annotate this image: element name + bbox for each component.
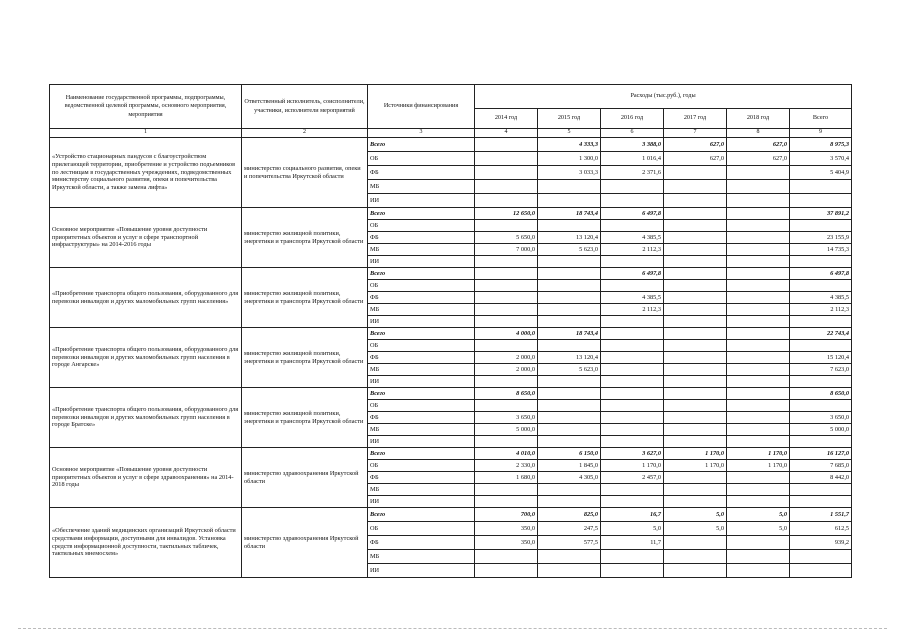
column-number: 2 xyxy=(242,129,368,138)
year-value-cell xyxy=(538,220,601,232)
year-value-cell xyxy=(664,280,727,292)
year-value-cell xyxy=(664,536,727,550)
year-value-cell xyxy=(475,436,538,448)
scan-edge-line xyxy=(18,628,887,629)
header-year: 2014 год xyxy=(475,109,538,129)
year-value-cell xyxy=(601,364,664,376)
funding-source-cell: ОБ xyxy=(368,340,475,352)
year-value-cell xyxy=(727,316,790,328)
year-value-cell xyxy=(664,340,727,352)
total-value-cell xyxy=(790,220,852,232)
year-value-cell xyxy=(601,496,664,508)
year-value-cell xyxy=(664,232,727,244)
funding-source-cell: ИИ xyxy=(368,564,475,578)
year-value-cell xyxy=(664,244,727,256)
year-value-cell xyxy=(727,208,790,220)
funding-source-cell: МБ xyxy=(368,550,475,564)
year-value-cell: 4 000,0 xyxy=(475,328,538,340)
funding-source-cell: ОБ xyxy=(368,522,475,536)
year-value-cell: 2 371,6 xyxy=(601,166,664,180)
header-funding-source: Источники финансирования xyxy=(368,85,475,129)
year-value-cell xyxy=(601,316,664,328)
year-value-cell xyxy=(601,256,664,268)
budget-table xyxy=(49,84,852,578)
total-value-cell: 8 975,3 xyxy=(790,138,852,152)
year-value-cell xyxy=(664,564,727,578)
year-value-cell xyxy=(727,400,790,412)
year-value-cell: 1 170,0 xyxy=(727,448,790,460)
year-value-cell xyxy=(475,496,538,508)
year-value-cell xyxy=(664,208,727,220)
year-value-cell xyxy=(664,496,727,508)
funding-source-cell: ФБ xyxy=(368,352,475,364)
year-value-cell: 2 000,0 xyxy=(475,364,538,376)
year-value-cell xyxy=(727,352,790,364)
table-row xyxy=(50,508,852,522)
total-value-cell: 2 112,3 xyxy=(790,304,852,316)
year-value-cell xyxy=(727,536,790,550)
year-value-cell xyxy=(475,292,538,304)
responsible-cell: министерство жилищной политики, энергетики и транспорта Иркутской области xyxy=(242,328,368,388)
column-number: 4 xyxy=(475,129,538,138)
year-value-cell xyxy=(538,292,601,304)
year-value-cell: 2 457,0 xyxy=(601,472,664,484)
year-value-cell xyxy=(664,328,727,340)
total-value-cell: 23 155,9 xyxy=(790,232,852,244)
year-value-cell: 1 300,0 xyxy=(538,152,601,166)
year-value-cell: 4 305,0 xyxy=(538,472,601,484)
funding-source-cell: ФБ xyxy=(368,472,475,484)
year-value-cell xyxy=(727,232,790,244)
year-value-cell xyxy=(664,412,727,424)
total-value-cell: 22 743,4 xyxy=(790,328,852,340)
year-value-cell xyxy=(538,340,601,352)
year-value-cell: 5 650,0 xyxy=(475,232,538,244)
year-value-cell xyxy=(727,340,790,352)
total-value-cell: 37 891,2 xyxy=(790,208,852,220)
year-value-cell xyxy=(664,166,727,180)
year-value-cell xyxy=(475,138,538,152)
year-value-cell xyxy=(727,472,790,484)
funding-source-cell: МБ xyxy=(368,244,475,256)
year-value-cell: 5,0 xyxy=(727,522,790,536)
year-value-cell: 4 010,0 xyxy=(475,448,538,460)
year-value-cell xyxy=(664,292,727,304)
year-value-cell xyxy=(727,180,790,194)
year-value-cell xyxy=(475,376,538,388)
year-value-cell: 5,0 xyxy=(601,522,664,536)
year-value-cell xyxy=(727,436,790,448)
funding-source-cell: Всего xyxy=(368,208,475,220)
year-value-cell: 4 333,3 xyxy=(538,138,601,152)
year-value-cell xyxy=(664,436,727,448)
year-value-cell: 2 330,0 xyxy=(475,460,538,472)
year-value-cell: 3 388,0 xyxy=(601,138,664,152)
responsible-cell: министерство социального развития, опеки и попечительства Иркутской области xyxy=(242,138,368,208)
total-value-cell: 16 127,0 xyxy=(790,448,852,460)
total-value-cell: 15 120,4 xyxy=(790,352,852,364)
total-value-cell: 7 623,0 xyxy=(790,364,852,376)
year-value-cell: 577,5 xyxy=(538,536,601,550)
program-name-cell: «Обеспечение зданий медицинских организаций Иркутской области средствами информации, доступными для инвалидов. Установка средств информационной доступности, тактильных табличек, тактильных мнемосхем» xyxy=(50,508,242,578)
funding-source-cell: МБ xyxy=(368,180,475,194)
column-number: 3 xyxy=(368,129,475,138)
year-value-cell: 11,7 xyxy=(601,536,664,550)
funding-source-cell: ИИ xyxy=(368,316,475,328)
year-value-cell xyxy=(601,376,664,388)
year-value-cell xyxy=(475,268,538,280)
column-number: 1 xyxy=(50,129,242,138)
column-number: 5 xyxy=(538,129,601,138)
year-value-cell xyxy=(538,400,601,412)
total-value-cell: 3 650,0 xyxy=(790,412,852,424)
year-value-cell xyxy=(475,484,538,496)
year-value-cell xyxy=(475,340,538,352)
funding-source-cell: МБ xyxy=(368,304,475,316)
year-value-cell: 7 000,0 xyxy=(475,244,538,256)
year-value-cell: 5,0 xyxy=(664,522,727,536)
year-value-cell xyxy=(538,550,601,564)
year-value-cell xyxy=(538,484,601,496)
year-value-cell xyxy=(538,256,601,268)
total-value-cell: 1 551,7 xyxy=(790,508,852,522)
year-value-cell xyxy=(664,304,727,316)
year-value-cell: 16,7 xyxy=(601,508,664,522)
year-value-cell xyxy=(664,484,727,496)
funding-source-cell: Всего xyxy=(368,138,475,152)
total-value-cell: 3 570,4 xyxy=(790,152,852,166)
header-total: Всего xyxy=(790,109,852,129)
total-value-cell: 5 000,0 xyxy=(790,424,852,436)
year-value-cell xyxy=(727,564,790,578)
year-value-cell: 4 385,5 xyxy=(601,292,664,304)
table-row xyxy=(50,268,852,280)
year-value-cell xyxy=(538,436,601,448)
year-value-cell xyxy=(538,304,601,316)
total-value-cell xyxy=(790,340,852,352)
year-value-cell: 1 845,0 xyxy=(538,460,601,472)
year-value-cell: 6 150,0 xyxy=(538,448,601,460)
funding-source-cell: ОБ xyxy=(368,280,475,292)
year-value-cell: 627,0 xyxy=(664,138,727,152)
year-value-cell xyxy=(727,292,790,304)
funding-source-cell: ОБ xyxy=(368,460,475,472)
year-value-cell: 1 170,0 xyxy=(664,460,727,472)
year-value-cell xyxy=(601,564,664,578)
funding-source-cell: МБ xyxy=(368,424,475,436)
year-value-cell xyxy=(475,304,538,316)
total-value-cell: 14 735,3 xyxy=(790,244,852,256)
year-value-cell: 2 112,3 xyxy=(601,244,664,256)
funding-source-cell: ИИ xyxy=(368,376,475,388)
year-value-cell xyxy=(475,180,538,194)
year-value-cell xyxy=(727,376,790,388)
year-value-cell: 5 000,0 xyxy=(475,424,538,436)
year-value-cell xyxy=(601,436,664,448)
year-value-cell xyxy=(727,496,790,508)
year-value-cell: 350,0 xyxy=(475,522,538,536)
program-name-cell: «Приобретение транспорта общего пользования, оборудованного для перевозки инвалидов и других маломобильных групп населения» xyxy=(50,268,242,328)
total-value-cell: 5 404,9 xyxy=(790,166,852,180)
responsible-cell: министерство здравоохранения Иркутской области xyxy=(242,508,368,578)
year-value-cell xyxy=(475,152,538,166)
year-value-cell xyxy=(664,256,727,268)
year-value-cell xyxy=(601,352,664,364)
funding-source-cell: ИИ xyxy=(368,194,475,208)
year-value-cell xyxy=(475,550,538,564)
table-row xyxy=(50,328,852,340)
header-expenses: Расходы (тыс.руб.), годы xyxy=(475,85,852,109)
year-value-cell: 13 120,4 xyxy=(538,352,601,364)
year-value-cell xyxy=(727,194,790,208)
year-value-cell: 1 170,0 xyxy=(601,460,664,472)
responsible-cell: министерство жилищной политики, энергетики и транспорта Иркутской области xyxy=(242,208,368,268)
year-value-cell xyxy=(664,220,727,232)
program-name-cell: «Устройство стационарных пандусов с благоустройством прилегающей территории, приобретение и устройство подъемников по лестницам в государственных учреждениях, подведомственных министерству социального развития, опеки и попечительства Иркутской области, а также замена лифта» xyxy=(50,138,242,208)
header-program-name: Наименование государственной программы, подпрограммы, ведомственной целевой программы, основного мероприятия, мероприятия xyxy=(50,85,242,129)
year-value-cell xyxy=(664,400,727,412)
year-value-cell xyxy=(538,180,601,194)
header-year: 2018 год xyxy=(727,109,790,129)
column-number: 7 xyxy=(664,129,727,138)
year-value-cell xyxy=(475,256,538,268)
header-year: 2015 год xyxy=(538,109,601,129)
year-value-cell: 5,0 xyxy=(727,508,790,522)
year-value-cell xyxy=(601,194,664,208)
year-value-cell xyxy=(601,280,664,292)
total-value-cell xyxy=(790,316,852,328)
year-value-cell xyxy=(664,194,727,208)
funding-source-cell: ИИ xyxy=(368,256,475,268)
table-row xyxy=(50,208,852,220)
year-value-cell: 18 743,4 xyxy=(538,208,601,220)
year-value-cell xyxy=(664,364,727,376)
year-value-cell xyxy=(664,388,727,400)
funding-source-cell: ИИ xyxy=(368,436,475,448)
year-value-cell xyxy=(727,364,790,376)
year-value-cell xyxy=(475,400,538,412)
year-value-cell xyxy=(475,166,538,180)
year-value-cell: 13 120,4 xyxy=(538,232,601,244)
year-value-cell xyxy=(727,244,790,256)
year-value-cell: 627,0 xyxy=(727,152,790,166)
funding-source-cell: МБ xyxy=(368,484,475,496)
year-value-cell xyxy=(727,484,790,496)
year-value-cell: 4 385,5 xyxy=(601,232,664,244)
responsible-cell: министерство здравоохранения Иркутской области xyxy=(242,448,368,508)
year-value-cell: 825,0 xyxy=(538,508,601,522)
year-value-cell xyxy=(538,412,601,424)
funding-source-cell: Всего xyxy=(368,388,475,400)
year-value-cell: 3 033,3 xyxy=(538,166,601,180)
year-value-cell xyxy=(538,268,601,280)
year-value-cell xyxy=(727,220,790,232)
year-value-cell: 18 743,4 xyxy=(538,328,601,340)
program-name-cell: «Приобретение транспорта общего пользования, оборудованного для перевозки инвалидов и других маломобильных групп населения в городе Ангарске» xyxy=(50,328,242,388)
year-value-cell: 1 170,0 xyxy=(664,448,727,460)
year-value-cell xyxy=(664,550,727,564)
year-value-cell: 1 016,4 xyxy=(601,152,664,166)
year-value-cell xyxy=(727,166,790,180)
funding-source-cell: Всего xyxy=(368,448,475,460)
year-value-cell: 8 650,0 xyxy=(475,388,538,400)
year-value-cell xyxy=(475,316,538,328)
total-value-cell xyxy=(790,484,852,496)
year-value-cell: 3 627,0 xyxy=(601,448,664,460)
total-value-cell xyxy=(790,496,852,508)
total-value-cell xyxy=(790,400,852,412)
year-value-cell: 1 680,0 xyxy=(475,472,538,484)
header-year: 2016 год xyxy=(601,109,664,129)
year-value-cell xyxy=(601,180,664,194)
total-value-cell xyxy=(790,376,852,388)
total-value-cell: 8 442,0 xyxy=(790,472,852,484)
year-value-cell xyxy=(475,280,538,292)
total-value-cell: 8 650,0 xyxy=(790,388,852,400)
year-value-cell xyxy=(727,388,790,400)
year-value-cell: 5,0 xyxy=(664,508,727,522)
responsible-cell: министерство жилищной политики, энергетики и транспорта Иркутской области xyxy=(242,268,368,328)
funding-source-cell: ФБ xyxy=(368,292,475,304)
funding-source-cell: Всего xyxy=(368,508,475,522)
table-row xyxy=(50,138,852,152)
funding-source-cell: ФБ xyxy=(368,536,475,550)
year-value-cell xyxy=(727,256,790,268)
year-value-cell xyxy=(601,220,664,232)
year-value-cell xyxy=(538,564,601,578)
table-row xyxy=(50,448,852,460)
year-value-cell xyxy=(727,328,790,340)
funding-source-cell: ФБ xyxy=(368,232,475,244)
year-value-cell xyxy=(727,424,790,436)
total-value-cell xyxy=(790,180,852,194)
year-value-cell: 2 112,3 xyxy=(601,304,664,316)
program-name-cell: «Приобретение транспорта общего пользования, оборудованного для перевозки инвалидов и других маломобильных групп населения в городе Братске» xyxy=(50,388,242,448)
year-value-cell: 12 650,0 xyxy=(475,208,538,220)
total-value-cell: 4 385,5 xyxy=(790,292,852,304)
total-value-cell xyxy=(790,280,852,292)
year-value-cell xyxy=(538,194,601,208)
year-value-cell xyxy=(601,412,664,424)
year-value-cell: 2 000,0 xyxy=(475,352,538,364)
total-value-cell: 6 497,8 xyxy=(790,268,852,280)
total-value-cell xyxy=(790,550,852,564)
header-year: 2017 год xyxy=(664,109,727,129)
total-value-cell: 612,5 xyxy=(790,522,852,536)
funding-source-cell: ОБ xyxy=(368,400,475,412)
total-value-cell: 939,2 xyxy=(790,536,852,550)
year-value-cell xyxy=(664,376,727,388)
total-value-cell xyxy=(790,436,852,448)
year-value-cell xyxy=(538,280,601,292)
funding-source-cell: ОБ xyxy=(368,220,475,232)
year-value-cell xyxy=(727,280,790,292)
year-value-cell xyxy=(475,564,538,578)
column-number: 8 xyxy=(727,129,790,138)
year-value-cell xyxy=(727,550,790,564)
year-value-cell: 3 650,0 xyxy=(475,412,538,424)
table-row xyxy=(50,388,852,400)
year-value-cell: 6 497,8 xyxy=(601,268,664,280)
year-value-cell: 350,0 xyxy=(475,536,538,550)
year-value-cell: 247,5 xyxy=(538,522,601,536)
year-value-cell: 6 497,8 xyxy=(601,208,664,220)
year-value-cell: 627,0 xyxy=(664,152,727,166)
funding-source-cell: Всего xyxy=(368,328,475,340)
year-value-cell xyxy=(601,340,664,352)
year-value-cell: 1 170,0 xyxy=(727,460,790,472)
year-value-cell xyxy=(538,388,601,400)
year-value-cell: 5 623,0 xyxy=(538,244,601,256)
column-number: 9 xyxy=(790,129,852,138)
year-value-cell xyxy=(664,424,727,436)
table-body xyxy=(50,138,852,578)
year-value-cell: 700,0 xyxy=(475,508,538,522)
column-number: 6 xyxy=(601,129,664,138)
table-header xyxy=(50,85,852,138)
total-value-cell xyxy=(790,256,852,268)
year-value-cell xyxy=(727,304,790,316)
year-value-cell xyxy=(538,496,601,508)
total-value-cell xyxy=(790,194,852,208)
responsible-cell: министерство жилищной политики, энергетики и транспорта Иркутской области xyxy=(242,388,368,448)
year-value-cell xyxy=(475,194,538,208)
total-value-cell: 7 685,0 xyxy=(790,460,852,472)
year-value-cell xyxy=(601,328,664,340)
year-value-cell xyxy=(601,550,664,564)
year-value-cell xyxy=(538,424,601,436)
total-value-cell xyxy=(790,564,852,578)
funding-source-cell: ИИ xyxy=(368,496,475,508)
program-name-cell: Основное мероприятие «Повышение уровня доступности приоритетных объектов и услуг в сфере здравоохранения» на 2014-2018 годы xyxy=(50,448,242,508)
year-value-cell xyxy=(601,424,664,436)
program-name-cell: Основное мероприятие «Повышение уровня доступности приоритетных объектов и услуг в сфере транспортной инфраструктуры» на 2014-2016 годы xyxy=(50,208,242,268)
year-value-cell xyxy=(664,268,727,280)
year-value-cell xyxy=(538,316,601,328)
year-value-cell xyxy=(664,180,727,194)
year-value-cell: 627,0 xyxy=(727,138,790,152)
year-value-cell xyxy=(601,484,664,496)
year-value-cell xyxy=(727,268,790,280)
year-value-cell xyxy=(664,352,727,364)
year-value-cell xyxy=(601,400,664,412)
funding-source-cell: ОБ xyxy=(368,152,475,166)
year-value-cell xyxy=(727,412,790,424)
year-value-cell xyxy=(538,376,601,388)
funding-source-cell: ФБ xyxy=(368,412,475,424)
funding-source-cell: МБ xyxy=(368,364,475,376)
year-value-cell: 5 623,0 xyxy=(538,364,601,376)
year-value-cell xyxy=(601,388,664,400)
year-value-cell xyxy=(664,472,727,484)
year-value-cell xyxy=(475,220,538,232)
year-value-cell xyxy=(664,316,727,328)
funding-source-cell: Всего xyxy=(368,268,475,280)
funding-source-cell: ФБ xyxy=(368,166,475,180)
header-responsible: Ответственный исполнитель, соисполнители, участники, исполнители мероприятий xyxy=(242,85,368,129)
